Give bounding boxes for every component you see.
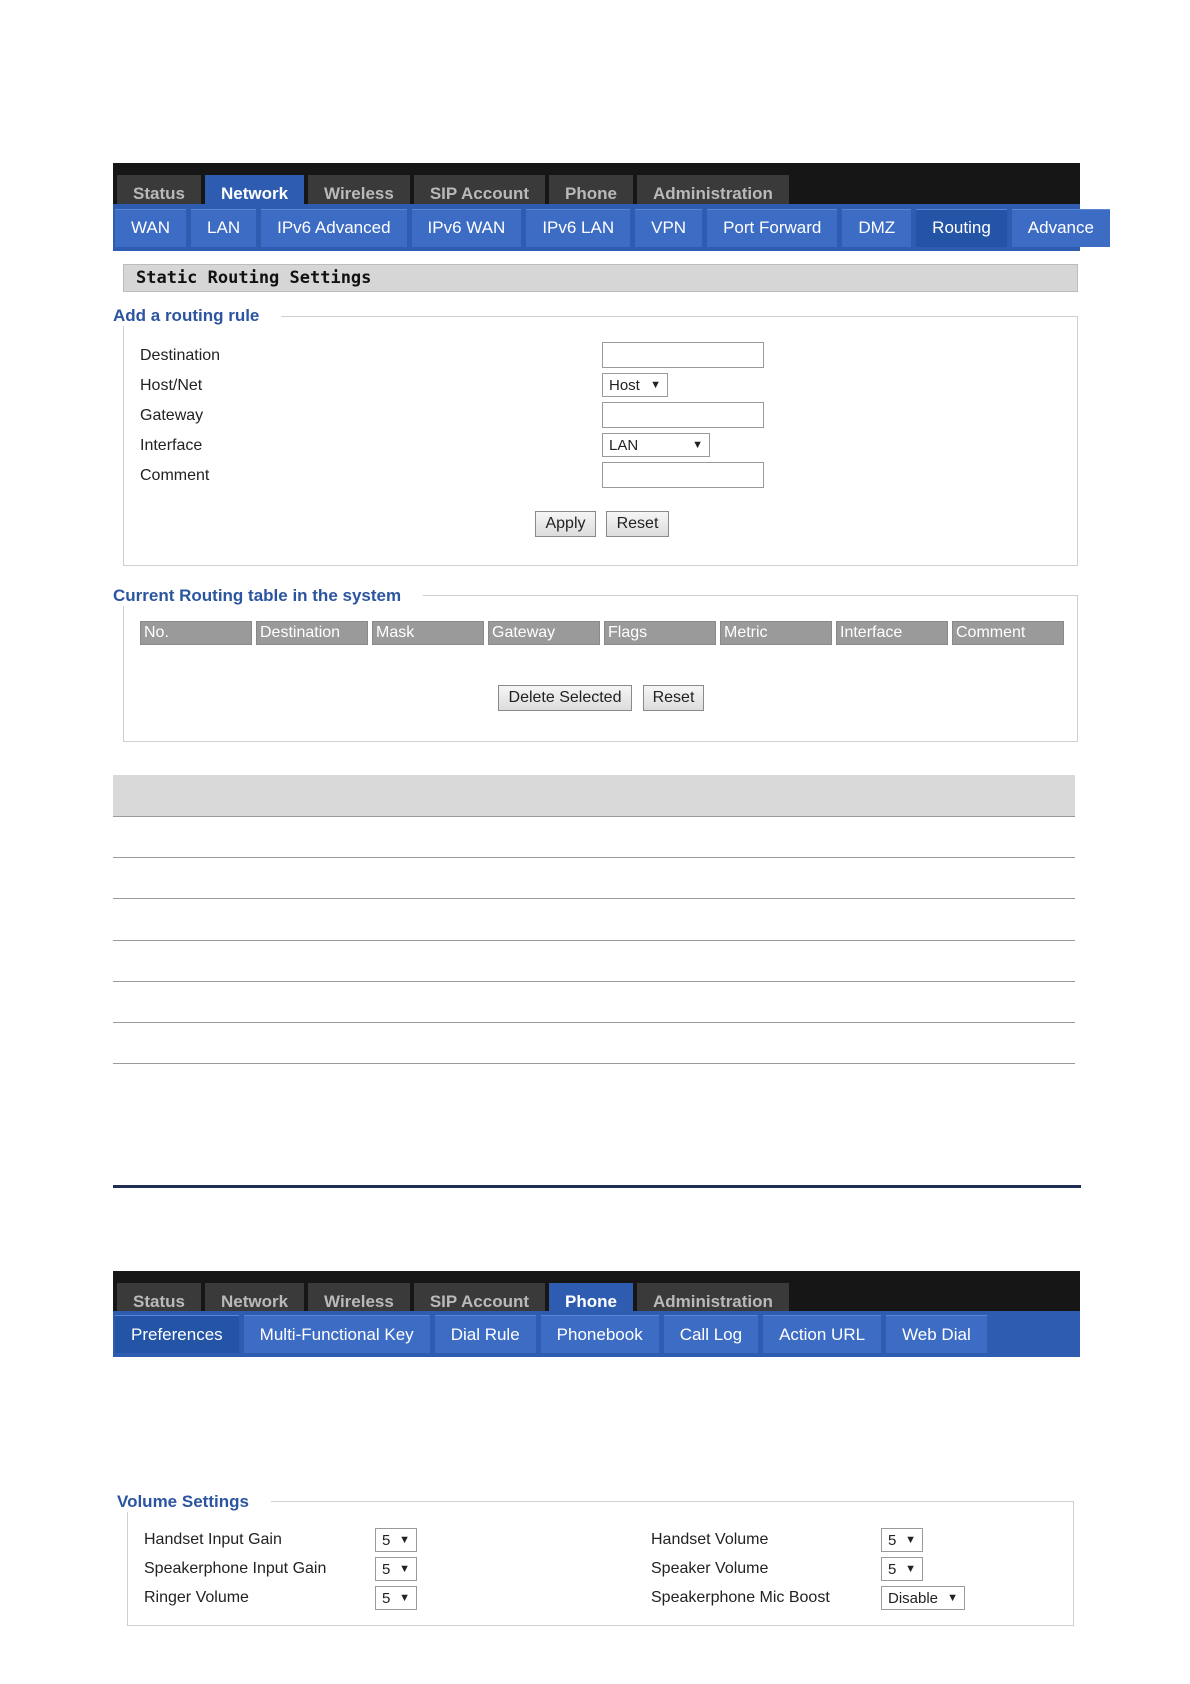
subtab-dmz[interactable]: DMZ [842,209,911,247]
tab-network[interactable]: Network [205,175,304,213]
handset-input-gain-select[interactable] [375,1528,417,1552]
table-row-divider [113,940,1075,941]
speakerphone-mic-boost-label: Speakerphone Mic Boost [651,1589,830,1606]
speakerphone-input-gain-value: 5 [382,1560,391,1578]
speaker-volume-label: Speaker Volume [651,1560,769,1577]
column-header-no: No. [140,621,252,645]
hostnet-value: Host [609,376,640,394]
subtab-action-url[interactable]: Action URL [763,1315,881,1353]
subtab-phonebook[interactable]: Phonebook [541,1315,659,1353]
reset-rule-button[interactable]: Reset [606,511,669,537]
interface-select[interactable] [602,433,710,457]
column-header-gateway: Gateway [488,621,600,645]
dropdown-arrow-icon: ▼ [650,379,661,391]
table-row-divider [113,816,1075,817]
destination-label: Destination [140,347,221,364]
empty-table-header [113,775,1075,816]
add-rule-legend: Add a routing rule [113,306,281,326]
handset-volume-label: Handset Volume [651,1531,769,1548]
apply-button[interactable]: Apply [535,511,596,537]
dropdown-arrow-icon: ▼ [399,1563,410,1575]
gateway-label: Gateway [140,407,204,424]
volume-settings-legend: Volume Settings [117,1492,271,1512]
interface-value: LAN [609,436,639,454]
dropdown-arrow-icon: ▼ [905,1563,916,1575]
tab-phone[interactable]: Phone [549,1283,633,1321]
comment-label: Comment [140,467,210,484]
routing-table-header [140,621,1064,645]
gateway-input[interactable] [602,402,764,428]
phone-sub-nav [113,1311,1080,1357]
page-separator [113,1185,1081,1188]
add-rule-fieldset [123,316,1078,566]
column-header-mask: Mask [372,621,484,645]
reset-table-button[interactable]: Reset [643,685,704,711]
handset-volume-select[interactable] [881,1528,923,1552]
dropdown-arrow-icon: ▼ [399,1592,410,1604]
tab-wireless[interactable]: Wireless [308,1283,410,1321]
network-sub-nav [113,204,1094,251]
table-row-divider [113,1022,1075,1023]
tab-status[interactable]: Status [117,1283,201,1321]
subtab-lan[interactable]: LAN [191,209,256,247]
dropdown-arrow-icon: ▼ [399,1534,410,1546]
hostnet-label: Host/Net [140,377,203,394]
speaker-volume-value: 5 [888,1560,897,1578]
subtab-vpn[interactable]: VPN [635,209,702,247]
tab-sip-account[interactable]: SIP Account [414,1283,545,1321]
tab-wireless[interactable]: Wireless [308,175,410,213]
dropdown-arrow-icon: ▼ [692,439,703,451]
subtab-ipv6-advanced[interactable]: IPv6 Advanced [261,209,406,247]
speaker-volume-select[interactable] [881,1557,923,1581]
subtab-port-forward[interactable]: Port Forward [707,209,837,247]
comment-input[interactable] [602,462,764,488]
speakerphone-mic-boost-value: Disable [888,1589,939,1607]
tab-network[interactable]: Network [205,1283,304,1321]
subtab-multi-functional-key[interactable]: Multi-Functional Key [244,1315,430,1353]
ringer-volume-value: 5 [382,1589,391,1607]
tab-administration[interactable]: Administration [637,175,789,213]
speakerphone-mic-boost-select[interactable] [881,1586,965,1610]
column-header-comment: Comment [952,621,1064,645]
subtab-wan[interactable]: WAN [115,209,186,247]
dropdown-arrow-icon: ▼ [905,1534,916,1546]
column-header-interface: Interface [836,621,948,645]
subtab-ipv6-wan[interactable]: IPv6 WAN [412,209,522,247]
column-header-flags: Flags [604,621,716,645]
subtab-ipv6-lan[interactable]: IPv6 LAN [526,209,630,247]
static-routing-title: Static Routing Settings [123,264,1078,292]
ringer-volume-label: Ringer Volume [144,1589,249,1606]
subtab-dial-rule[interactable]: Dial Rule [435,1315,536,1353]
handset-volume-value: 5 [888,1531,897,1549]
table-row-divider [113,898,1075,899]
speakerphone-input-gain-select[interactable] [375,1557,417,1581]
subtab-web-dial[interactable]: Web Dial [886,1315,987,1353]
hostnet-select[interactable] [602,373,668,397]
tab-sip-account[interactable]: SIP Account [414,175,545,213]
table-row-divider [113,857,1075,858]
table-row-divider [113,981,1075,982]
routing-table-legend: Current Routing table in the system [113,586,423,606]
subtab-routing[interactable]: Routing [916,209,1007,247]
delete-selected-button[interactable]: Delete Selected [498,685,632,711]
column-header-metric: Metric [720,621,832,645]
speakerphone-input-gain-label: Speakerphone Input Gain [144,1560,327,1577]
subtab-advance[interactable]: Advance [1012,209,1110,247]
handset-input-gain-label: Handset Input Gain [144,1531,282,1548]
handset-input-gain-value: 5 [382,1531,391,1549]
tab-phone[interactable]: Phone [549,175,633,213]
tab-administration[interactable]: Administration [637,1283,789,1321]
subtab-call-log[interactable]: Call Log [664,1315,758,1353]
interface-label: Interface [140,437,203,454]
destination-input[interactable] [602,342,764,368]
ringer-volume-select[interactable] [375,1586,417,1610]
subtab-preferences[interactable]: Preferences [115,1315,239,1353]
table-row-divider [113,1063,1075,1064]
routing-table-fieldset [123,595,1078,742]
dropdown-arrow-icon: ▼ [947,1592,958,1604]
column-header-destination: Destination [256,621,368,645]
tab-status[interactable]: Status [117,175,201,213]
